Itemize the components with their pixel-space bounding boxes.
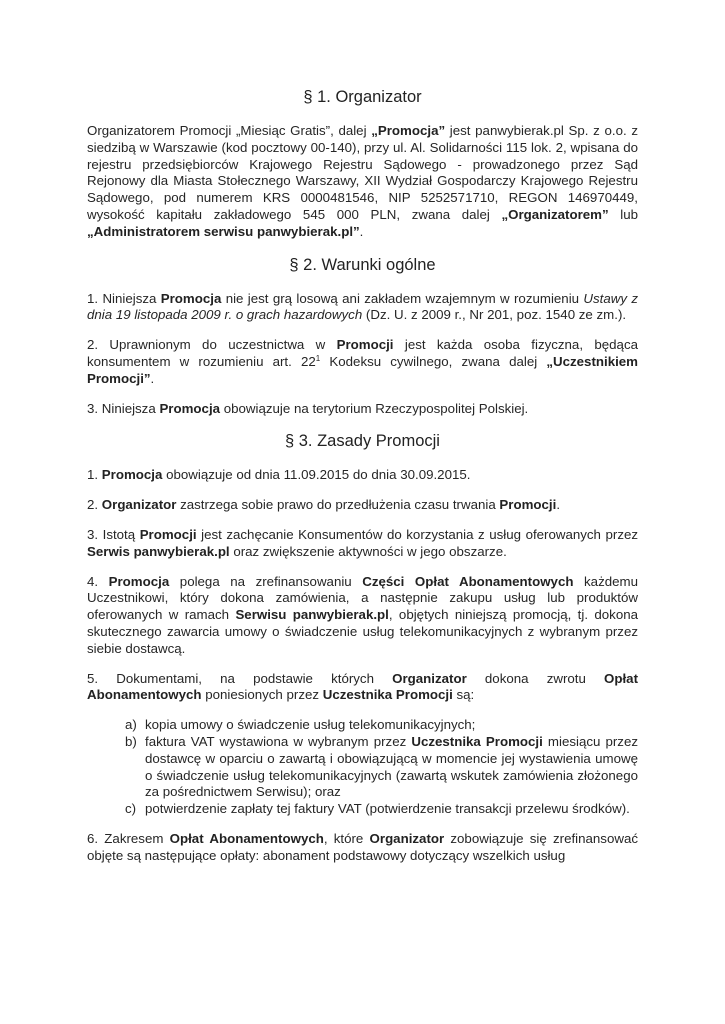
organizer-paragraph: [87, 123, 638, 241]
text-run: oraz zwiększenie aktywności w jego obszarze.: [229, 543, 507, 559]
text-run: 2.: [87, 497, 102, 513]
text-run: polega na zrefinansowaniu: [169, 573, 363, 589]
text-run: , objętych niniejszą promocją, tj. dokona skutecznego zawarcia umowy o świadczenie usług telekomunikacyjnych z wybranym przez siebie dostawcą.: [87, 607, 639, 656]
text-run: jest zachęcanie Konsumentów do korzystania z usług oferowanych przez: [196, 526, 639, 542]
text-run: nie jest grą losową ani zakładem wzajemnym w rozumieniu: [221, 290, 584, 306]
bold-term: „Administratorem serwisu panwybierak.pl”: [87, 223, 360, 239]
document-page: [87, 86, 638, 865]
list-item: [125, 801, 638, 818]
bold-term: Promocja: [160, 290, 222, 306]
bold-term: Promocji: [139, 526, 197, 542]
text-run: kopia umowy o świadczenie usług telekomunikacyjnych;: [145, 717, 476, 733]
text-run: jest każda osoba fizyczna, będąca konsumentem w rozumieniu art. 22: [87, 337, 638, 369]
list-item-text: [145, 717, 475, 732]
list-item: [125, 734, 638, 801]
bold-term: Promocja: [108, 573, 170, 589]
general-terms-paragraph-2: [87, 337, 638, 387]
bold-term: Promocji: [336, 337, 394, 353]
text-run: Kodeksu cywilnego, zwana dalej: [320, 353, 547, 369]
text-run: 5. Dokumentami, na podstawie których: [87, 670, 393, 686]
text-run: są:: [452, 687, 475, 703]
list-item-label: b): [125, 733, 137, 749]
bold-term: Uczestnika Promocji: [411, 733, 543, 749]
text-run: obowiązuje od dnia 11.09.2015 do dnia 30.09.2015.: [162, 467, 471, 483]
rules-paragraph-5: [87, 671, 638, 705]
text-run: potwierdzenie zapłaty tej faktury VAT (potwierdzenie transakcji przelewu środków).: [145, 801, 630, 817]
list-item-text: [145, 801, 630, 816]
text-run: miesiącu przez dostawcę w oparciu o zawartą i obowiązującą w momencie jej wystawienia umowę o świadczenie usług telekomunikacyjnych (zawartą wskutek zamówienia złożonego za pośrednictwem Serwisu); oraz: [145, 733, 638, 800]
text-run: .: [359, 223, 364, 239]
superscript: 1: [315, 353, 321, 363]
bold-term: Opłat Abonamentowych: [87, 670, 638, 703]
text-run: dokona zwrotu: [466, 670, 605, 686]
rules-paragraph-2: [87, 497, 638, 514]
text-run: (Dz. U. z 2009 r., Nr 201, poz. 1540 ze zm.).: [362, 307, 627, 323]
bold-term: Organizator: [392, 670, 467, 686]
text-run: .: [556, 497, 561, 513]
general-terms-paragraph-1: [87, 291, 638, 325]
bold-term: „Uczestnikiem Promocji”: [87, 353, 638, 386]
section-2-heading: § 2. Warunki ogólne: [289, 255, 436, 274]
text-run: zastrzega sobie prawo do przedłużenia czasu trwania: [176, 497, 500, 513]
bold-term: Części Opłat Abonamentowych: [362, 573, 574, 589]
rules-paragraph-1: [87, 467, 638, 484]
text-run: faktura VAT wystawiona w wybranym przez: [145, 733, 412, 749]
bold-term: Promocji: [499, 497, 557, 513]
text-run: lub: [608, 206, 638, 222]
bold-term: Promocja: [101, 467, 163, 483]
section-3-heading: § 3. Zasady Promocji: [285, 432, 440, 451]
bold-term: Serwisu panwybierak.pl: [235, 607, 389, 623]
general-terms-paragraph-3: [87, 401, 638, 418]
text-run: 3. Istotą: [87, 526, 140, 542]
text-run: 2. Uprawnionym do uczestnictwa w: [87, 337, 337, 353]
list-item-label: c): [125, 801, 137, 817]
text-run: .: [150, 370, 155, 386]
list-item-label: a): [125, 717, 137, 733]
text-run: 4.: [87, 573, 109, 589]
bold-term: Serwis panwybierak.pl: [87, 543, 230, 559]
text-run: jest panwybierak.pl Sp. z o.o. z siedzibą w Warszawie (kod pocztowy 00-140), przy ul. Al. Solidarności 115 lok. 2, wpisana do rejestru przedsiębiorców Krajowego Rejestru Sądowego - prowadzonego przez Sąd Rejonowy dla Miasta Stołecznego Warszawy, XII Wydział Gospodarczy Krajowego Rejestru Sądowego, pod numerem KRS 0000481546, NIP 5252571710, REGON 146970449, wysokość kapitału zakładowego 545 000 PLN, zwana dalej: [87, 123, 638, 222]
bold-term: Uczestnika Promocji: [322, 687, 453, 703]
text-run: poniesionych przez: [201, 687, 323, 703]
text-run: 1. Niniejsza: [87, 290, 161, 306]
bold-term: „Promocja”: [371, 123, 446, 138]
rules-paragraph-3: [87, 527, 638, 561]
text-run: Organizatorem Promocji „Miesiąc Gratis”, dalej: [87, 123, 372, 138]
bold-term: Opłat Abonamentowych: [169, 830, 324, 846]
bold-term: Organizator: [101, 497, 177, 513]
rules-paragraph-4: [87, 574, 638, 658]
bold-term: Organizator: [369, 830, 445, 846]
bold-term: Promocja: [159, 400, 221, 416]
italic-citation: Ustawy z dnia 19 listopada 2009 r. o grach hazardowych: [87, 290, 638, 323]
text-run: , które: [323, 830, 370, 846]
text-run: 6. Zakresem: [87, 830, 170, 846]
section-1-heading: § 1. Organizator: [303, 88, 422, 106]
text-run: 3. Niniejsza: [87, 400, 160, 416]
rules-paragraph-6: [87, 831, 638, 865]
text-run: obowiązuje na terytorium Rzeczypospolitej Polskiej.: [220, 400, 529, 416]
list-item-text: [145, 734, 638, 799]
documents-list: [87, 717, 638, 818]
bold-term: „Organizatorem”: [501, 206, 609, 222]
text-run: zobowiązuje się zrefinansować objęte są następujące opłaty: abonament podstawowy dotyczący wszelkich usług: [87, 830, 638, 863]
text-run: każdemu Uczestnikowi, który dokona zamówienia, a następnie zakupu usług lub produktów oferowanych w ramach: [87, 573, 638, 623]
list-item: [125, 717, 638, 734]
text-run: 1.: [87, 467, 102, 483]
